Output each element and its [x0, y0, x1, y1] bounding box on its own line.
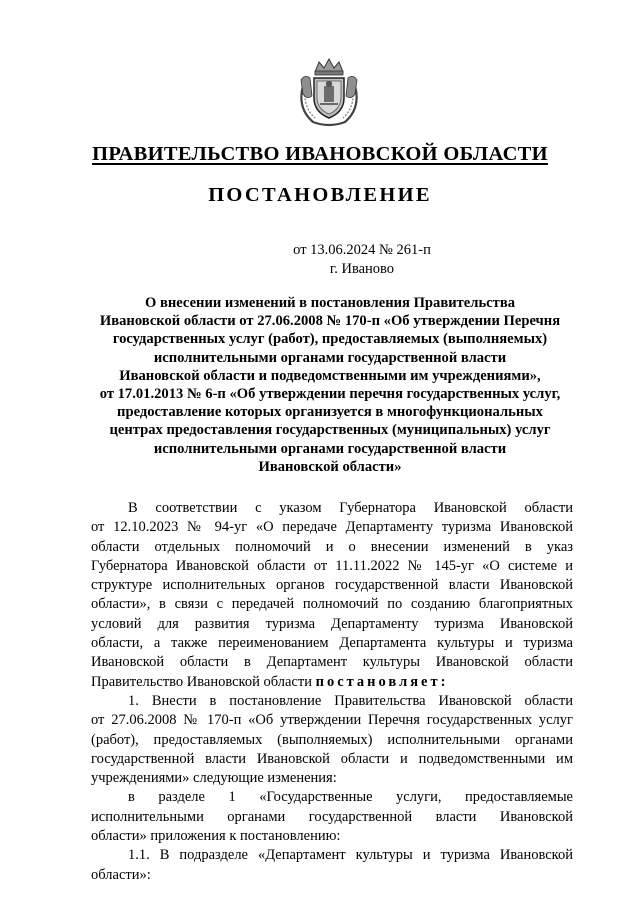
body-line: структуре исполнительных органов государственной власти Ивановской	[91, 577, 573, 594]
subject-line: государственных услуг (работ), предоставляемых (выполняемых)	[112, 331, 548, 348]
body-line: от 12.10.2023 № 94-уг «О передаче Департаменту туризма Ивановской	[91, 519, 573, 536]
body-line: государственной власти Ивановской области и подведомственными им	[91, 750, 573, 767]
body-line: В соответствии с указом Губернатора Ивановской области	[128, 500, 573, 516]
body-line	[91, 673, 573, 692]
body-line: 1. Внести в постановление Правительства Ивановской области	[128, 692, 573, 709]
document-meta	[262, 241, 462, 279]
body-line: (работ), предоставляемых (выполняемых) исполнительными органами	[91, 731, 573, 748]
subject-line: Ивановской области»	[258, 458, 402, 475]
body-line: в разделе 1 «Государственные услуги, предоставляемые	[128, 789, 573, 806]
subject-line: исполнительными органами государственной власти	[153, 440, 507, 457]
body-line: исполнительными органами государственной власти Ивановской	[91, 808, 573, 825]
body-line: области, а также переименованием Департамента культуры и туризма	[91, 635, 573, 652]
body-line: учреждениями» следующие изменения:	[91, 770, 337, 787]
subject-line: от 17.01.2013 № 6-п «Об утверждении перечня государственных услуг,	[99, 386, 561, 403]
government-title: ПРАВИТЕЛЬСТВО ИВАНОВСКОЙ ОБЛАСТИ	[92, 143, 548, 165]
document-type: ПОСТАНОВЛЕНИЕ	[208, 184, 432, 206]
body-line: от 27.06.2008 № 170-п «Об утверждении Перечня государственных услуг	[91, 712, 573, 729]
body-line: области», в связи с передачей полномочий по созданию благоприятных	[91, 596, 573, 613]
resolve-word: постановляет:	[315, 673, 449, 690]
document-body	[91, 499, 573, 885]
document-subject	[80, 294, 580, 476]
city: г. Иваново	[329, 261, 395, 277]
subject-line: центрах предоставления государственных (муниципальных) услуг	[109, 422, 551, 439]
subject-line: исполнительными органами государственной власти	[153, 349, 507, 366]
body-line: Губернатора Ивановской области от 11.11.2022 № 145-уг «О системе и	[91, 557, 573, 574]
subject-line: предоставление которых организуется в многофункциональных	[117, 404, 543, 421]
body-line: условий для развития туризма Департаменту туризма Ивановской	[91, 615, 573, 632]
subject-line: Ивановской области и подведомственными им учреждениями»,	[119, 367, 541, 384]
body-line: 1.1. В подразделе «Департамент культуры и туризма Ивановской	[128, 847, 573, 864]
body-line: области отдельных полномочий и о внесении изменений в указ	[91, 538, 573, 555]
subject-line: О внесении изменений в постановления Правительства	[144, 295, 516, 311]
body-line-text: Правительство Ивановской области	[91, 673, 312, 690]
coat-of-arms-emblem	[293, 56, 365, 128]
date-number: от 13.06.2024 № 261-п	[293, 242, 431, 258]
body-line: области»:	[91, 866, 151, 883]
subject-line: Ивановской области от 27.06.2008 № 170-п «Об утверждении Перечня	[99, 313, 561, 330]
body-line: Ивановской области в Департамент культуры Ивановской области	[91, 654, 573, 671]
body-line: области» приложения к постановлению:	[91, 828, 341, 845]
